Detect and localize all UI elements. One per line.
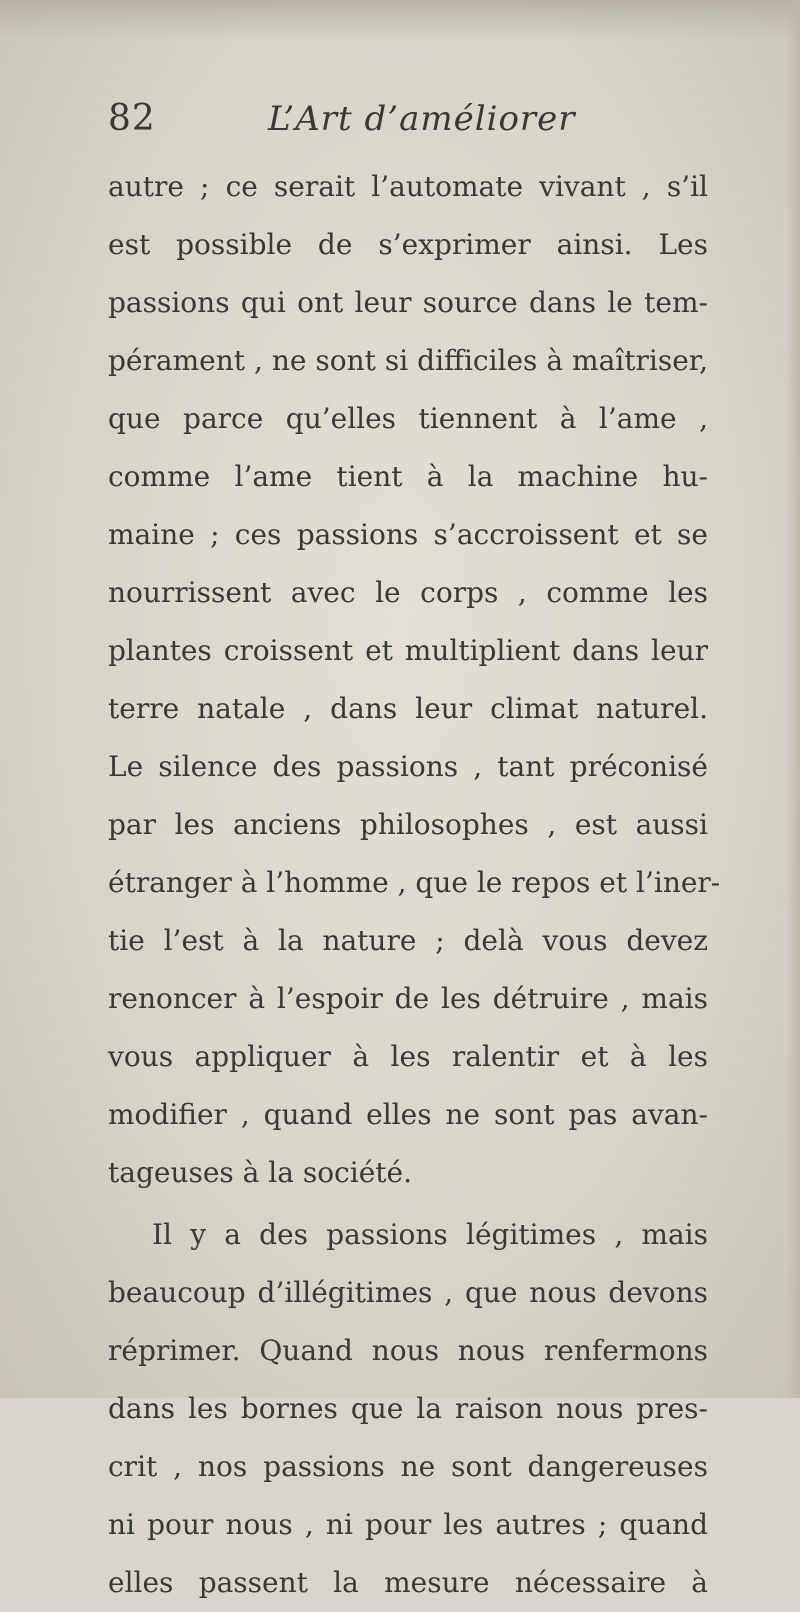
text-line: autre ; ce serait l’automate vivant , s’il [108,170,708,203]
text-line: étranger à l’homme , que le repos et l’iner- [108,866,721,899]
page-right-edge [786,0,800,1398]
paragraph-end-line: tageuses à la société. [108,1156,412,1189]
text-line: pérament , ne sont si difficiles à maîtriser, [108,344,708,377]
text-line: plantes croissent et multiplient dans leur [108,634,708,667]
text-line: dans les bornes que la raison nous pres- [108,1392,708,1425]
text-line: nourrissent avec le corps , comme les [108,576,708,609]
text-line: modifier , quand elles ne sont pas avan- [108,1098,708,1131]
text-line: beaucoup d’illégitimes , que nous devons [108,1276,708,1309]
text-line: crit , nos passions ne sont dangereuses [108,1450,708,1483]
text-line: Le silence des passions , tant préconisé [108,750,708,783]
text-line: renoncer à l’espoir de les détruire , mais [108,982,708,1015]
page-number: 82 [108,98,156,139]
text-line: terre natale , dans leur climat naturel. [108,692,708,725]
text-line: elles passent la mesure nécessaire à [108,1566,708,1599]
page-header [108,96,668,142]
text-line: comme l’ame tient à la machine hu- [108,460,708,493]
text-line: passions qui ont leur source dans le tem- [108,286,708,319]
text-line: ni pour nous , ni pour les autres ; quand [108,1508,708,1541]
body-text [108,158,721,1612]
running-title: L’Art d’améliorer [268,99,576,139]
text-line: tie l’est à la nature ; delà vous devez [108,924,708,957]
page-top-shadow [0,0,800,40]
text-line: réprimer. Quand nous nous renfermons [108,1334,708,1367]
text-line: maine ; ces passions s’accroissent et se [108,518,708,551]
text-line: par les anciens philosophes , est aussi [108,808,708,841]
paragraph-start-line: Il y a des passions légitimes , mais [152,1218,708,1251]
text-line: que parce qu’elles tiennent à l’ame , [108,402,708,435]
text-line: vous appliquer à les ralentir et à les [108,1040,708,1073]
text-line: est possible de s’exprimer ainsi. Les [108,228,708,261]
